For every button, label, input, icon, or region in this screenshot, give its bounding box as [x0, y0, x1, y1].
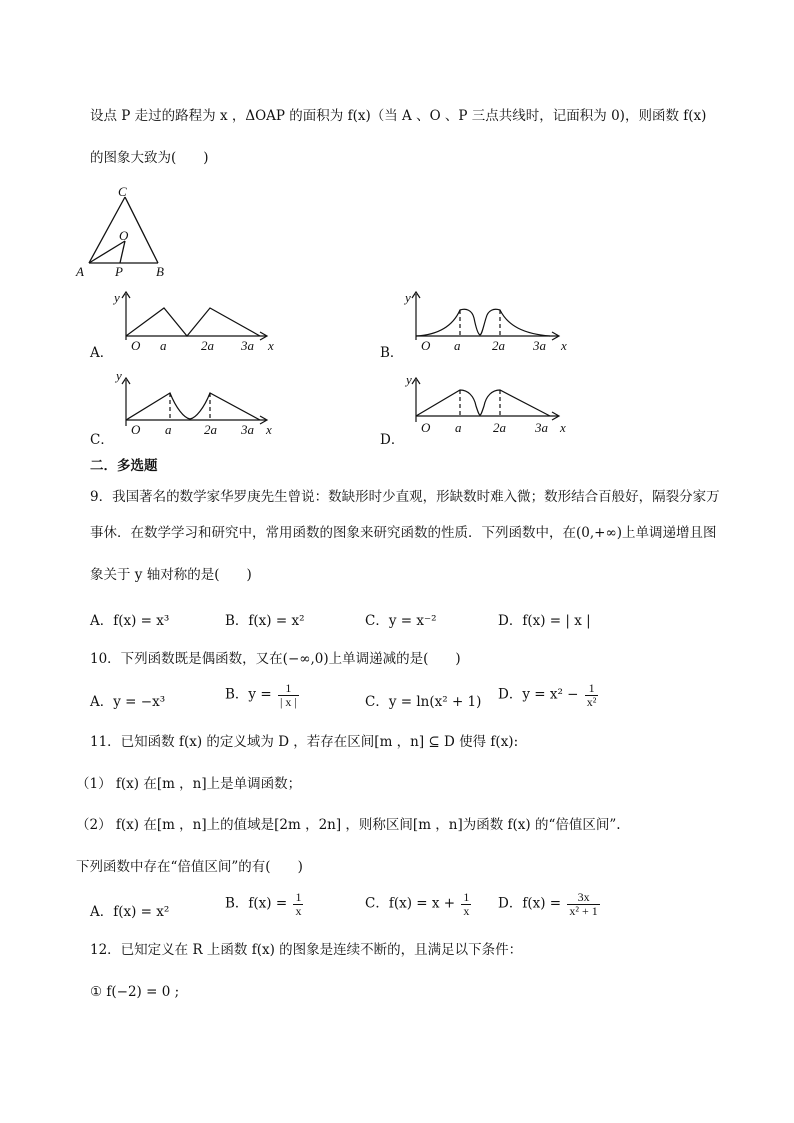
- graph-option-B: [400, 288, 580, 358]
- option-C-label: C．: [90, 432, 114, 448]
- svg-text:x: x: [266, 422, 272, 437]
- label-C: C: [118, 184, 127, 199]
- svg-text:2a: 2a: [492, 338, 505, 353]
- q11-line-3: （2） f(x) 在[m ，n]上的值域是[2m ，2n] ，则称区间[m ，n]为函数 f(x) 的“倍值区间”.: [76, 817, 621, 833]
- q11-option-A: A．f(x) = x²: [90, 904, 170, 920]
- svg-text:2a: 2a: [493, 420, 506, 435]
- q10-option-C: C．y = ln(x² + 1): [365, 694, 482, 710]
- svg-text:y: y: [116, 368, 122, 383]
- q10-option-A: A．y = −x³: [90, 694, 166, 710]
- q9-line-3: 象关于 y 轴对称的是( ): [90, 567, 252, 583]
- svg-text:a: a: [165, 422, 172, 437]
- label-O: O: [119, 228, 129, 243]
- q11-line-2: （1） f(x) 在[m ，n]上是单调函数；: [76, 776, 302, 792]
- label-P: P: [115, 264, 123, 279]
- q10-stem: 10．下列函数既是偶函数，又在(−∞,0)上单调递减的是( ): [90, 651, 461, 667]
- q9-option-A: A．f(x) = x³: [90, 613, 170, 629]
- svg-text:O: O: [131, 338, 141, 353]
- svg-text:O: O: [131, 422, 141, 437]
- intro-line-2: 的图象大致为( ): [90, 150, 209, 166]
- svg-text:y: y: [405, 290, 411, 305]
- svg-text:x: x: [561, 338, 567, 353]
- svg-text:y: y: [114, 290, 120, 305]
- graph-option-C: [110, 370, 290, 440]
- q9-option-D: D．f(x) = | x |: [498, 613, 591, 629]
- label-B: B: [156, 264, 164, 279]
- section-title: 二．多选题: [90, 458, 158, 474]
- q11-option-D: D．f(x) = $\frac{3x}{\text{x² + 1}}$: [498, 890, 598, 918]
- graph-option-A: [110, 288, 290, 358]
- q11-line-4: 下列函数中存在“倍值区间”的有( ): [76, 859, 303, 875]
- intro-line-1: 设点 P 走过的路程为 x ，ΔOAP 的面积为 f(x)（当 A 、O 、P 三点共线时，记面积为 0)，则函数 f(x): [90, 108, 707, 124]
- svg-text:3a: 3a: [241, 422, 254, 437]
- q9-line-1: 9．我国著名的数学家华罗庚先生曾说：数缺形时少直观，形缺数时难入微；数形结合百般好，隔裂分家万: [90, 489, 720, 505]
- q10-option-B: B．y = $\frac{1}{| x |}$: [225, 681, 297, 709]
- q9-option-B: B．f(x) = x²: [225, 613, 305, 629]
- svg-text:O: O: [421, 420, 431, 435]
- svg-text:3a: 3a: [533, 338, 546, 353]
- svg-text:3a: 3a: [241, 338, 254, 353]
- q10-option-D: D．y = x² − $\frac{1}{\text{x²}}$: [498, 681, 597, 709]
- q11-line-1: 11．已知函数 f(x) 的定义域为 D ，若存在区间[m ，n] ⊆ D 使得 f(x):: [90, 734, 519, 750]
- option-D-label: D．: [380, 432, 405, 448]
- option-B-label: B．: [380, 345, 404, 361]
- svg-text:3a: 3a: [535, 420, 548, 435]
- svg-text:y: y: [406, 372, 412, 387]
- q9-option-C: C．y = x⁻²: [365, 613, 437, 629]
- svg-text:2a: 2a: [201, 338, 214, 353]
- q11-option-C: C．f(x) = x + $\frac{1}{x}$: [365, 890, 470, 918]
- q11-option-B: B．f(x) = $\frac{1}{x}$: [225, 890, 302, 918]
- svg-text:a: a: [454, 338, 461, 353]
- graph-option-D: [400, 372, 580, 442]
- option-A-label: A．: [90, 345, 114, 361]
- svg-text:x: x: [268, 338, 274, 353]
- q12-line-1: 12．已知定义在 R 上函数 f(x) 的图象是连续不断的，且满足以下条件：: [90, 942, 523, 958]
- q12-line-2: ① f(−2) = 0 ;: [90, 984, 180, 1000]
- svg-text:2a: 2a: [204, 422, 217, 437]
- triangle-figure: [70, 182, 180, 282]
- svg-text:a: a: [160, 338, 167, 353]
- label-A: A: [76, 264, 84, 279]
- svg-text:O: O: [421, 338, 431, 353]
- svg-text:x: x: [560, 420, 566, 435]
- q9-line-2: 事休．在数学学习和研究中，常用函数的图象来研究函数的性质．下列函数中，在(0,+∞)上单调递增且图: [90, 525, 717, 541]
- svg-text:a: a: [455, 420, 462, 435]
